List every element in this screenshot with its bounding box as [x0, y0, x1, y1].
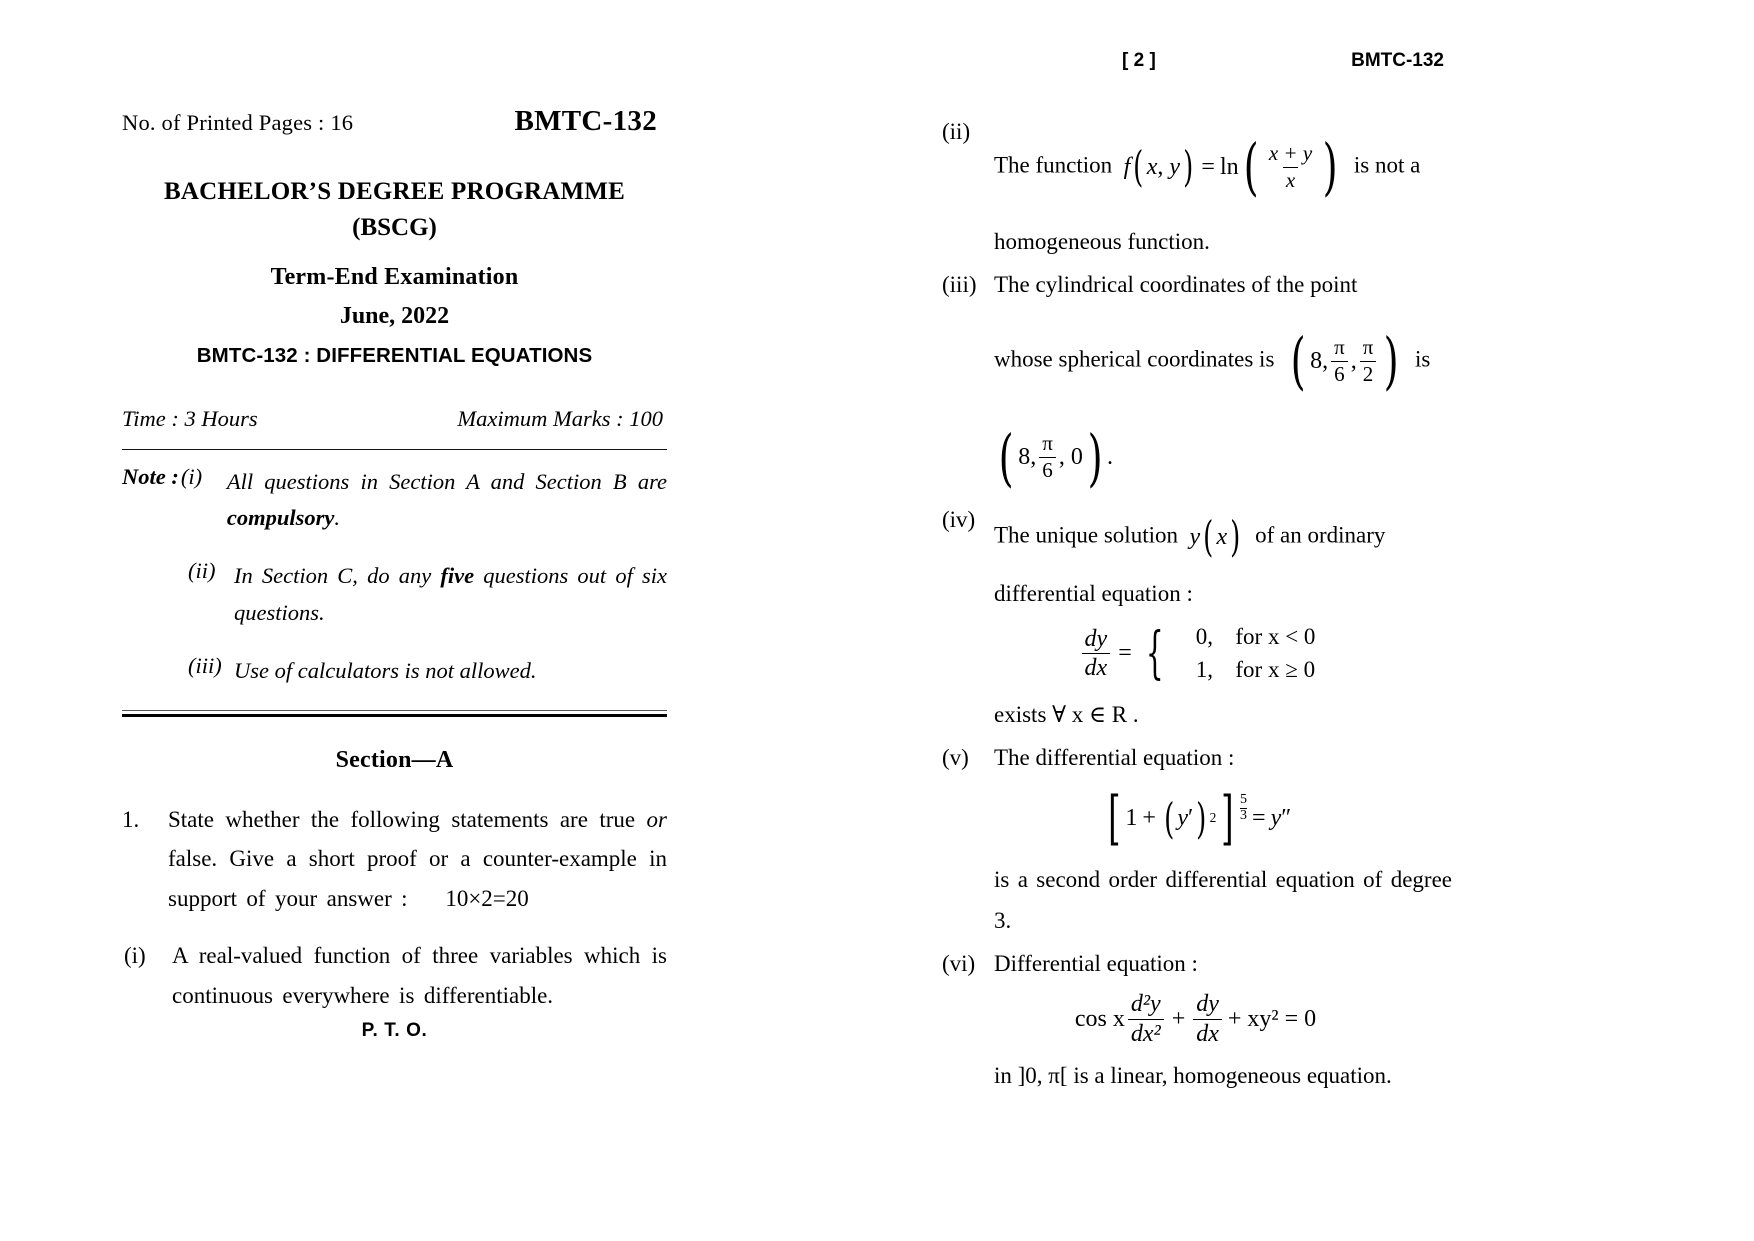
- item-vi-second-derivative: $\frac{\text{d²y}}{\text{dx²}}$: [1128, 991, 1164, 1048]
- item-iv-piecewise-equation: $\frac{dy}{dx}$ = { 0, for x < 0 1, for x ≥ 0: [1079, 621, 1316, 686]
- item-vi-row: [942, 944, 1452, 985]
- time-and-marks-row: [122, 406, 667, 432]
- item-vi-first-derivative: $\frac{dy}{dx}$: [1193, 991, 1222, 1048]
- paper-title: BMTC-132 : DIFFERENTIAL EQUATIONS: [196, 343, 593, 367]
- question-1-marks: 10×2=20: [445, 885, 529, 911]
- item-ii-line2: homogeneous function.: [994, 229, 1210, 255]
- programme-title: BACHELOR’S DEGREE PROGRAMME: [164, 178, 625, 205]
- item-v-line2: is a second order differential equation of degree 3.: [994, 867, 1452, 934]
- item-iii-tail: is: [1415, 346, 1431, 372]
- item-iii-theta-fraction: $\frac{\pi}{6}$: [1331, 336, 1348, 386]
- item-iii-cylindrical-coords: ( 8, $\frac{\pi}{6}$ , 0 ) .: [998, 420, 1114, 494]
- item-vi: [942, 944, 1452, 1097]
- question-1-text: State whether the following statements are true or false. Give a short proof or a counter-example in support of your answer : 10×2=20: [168, 806, 667, 911]
- item-iii-answer-fraction: $\frac{\pi}{6}$: [1039, 432, 1056, 482]
- exam-date: June, 2022: [339, 302, 450, 329]
- item-iv-line2: differential equation :: [994, 581, 1193, 607]
- question-1-item-i: [122, 936, 667, 1015]
- left-column: [122, 105, 667, 1015]
- item-vi-line2: in ]0, π[ is a linear, homogeneous equation.: [994, 1063, 1392, 1089]
- item-vi-roman: (vi): [942, 951, 976, 977]
- header-row: [122, 105, 667, 138]
- maximum-marks: Maximum Marks : 100: [457, 405, 663, 431]
- time-allowed: Time : 3 Hours: [122, 405, 258, 431]
- note-item-ii: [122, 558, 667, 631]
- note-emphasis-compulsory: compulsory: [226, 504, 335, 530]
- item-iv-case-1: 0, for x < 0: [1195, 624, 1316, 650]
- exam-title: Term-End Examination: [270, 263, 519, 290]
- item-ii-text: The function f ( x , y ) = ln ( $\frac{x + y}{x}$ ) is not a: [994, 112, 1452, 222]
- note-roman-i: (i): [180, 463, 203, 489]
- item-vi-equation: cos x $\frac{\text{d²y}}{\text{dx²}}$ + $\frac{dy}{dx}$ + xy² = 0: [1074, 991, 1317, 1048]
- item-iii-answer-wrap: [994, 421, 1452, 494]
- note-gap-1: [122, 542, 667, 558]
- item-v-line1: The differential equation :: [994, 744, 1235, 770]
- item-iv-case-2: 1, for x ≥ 0: [1195, 656, 1316, 682]
- note-roman-iii: (iii): [188, 653, 222, 679]
- item-iii-line2: whose spherical coordinates is: [994, 346, 1275, 372]
- item-iv-row: [942, 500, 1452, 575]
- note-roman-ii: (ii): [188, 558, 216, 584]
- horizontal-rule-top: [122, 449, 667, 450]
- note-text-ii: In Section C, do any five questions out of six questions.: [234, 563, 668, 625]
- item-v-equation: [ 1 + ( y ′ ) 2 ] $\frac{5}{3}$ = y ″: [1107, 784, 1292, 853]
- item-ii: [942, 112, 1452, 263]
- item-v-roman: (v): [942, 744, 969, 770]
- question-1: [122, 800, 667, 919]
- item-iv-line1: The unique solution y ( x ) of an ordinary: [994, 500, 1452, 575]
- item-ii-row: [942, 112, 1452, 222]
- item-iv-y-of-x: y ( x ): [1189, 511, 1241, 561]
- note-text-i-line2: are compulsory.: [226, 468, 668, 530]
- item-v-row: [942, 738, 1452, 779]
- item-iv-derivative-fraction: $\frac{dy}{dx}$: [1082, 626, 1111, 683]
- item-iii: [942, 265, 1452, 493]
- page-header-course-code: BMTC-132: [1351, 50, 1444, 71]
- printed-pages-label: No. of Printed Pages : 16: [122, 110, 354, 135]
- question-1-emphasis-or: or: [646, 806, 667, 832]
- page-header: [942, 50, 1452, 72]
- item-iii-phi-fraction: $\frac{\pi}{2}$: [1360, 336, 1377, 386]
- item-iv: [942, 500, 1452, 736]
- item-v-equation-wrap: [942, 784, 1452, 852]
- note-text-iii: Use of calculators is not allowed.: [234, 658, 537, 684]
- question-1-item-i-roman: (i): [124, 943, 146, 969]
- note-text-i-line1: All questions in Section A and Section B: [226, 468, 627, 494]
- right-column: [942, 50, 1452, 1099]
- pto-label: P. T. O.: [361, 1020, 428, 1041]
- section-a-heading: Section—A: [335, 746, 454, 773]
- item-iv-equation-wrap: [942, 621, 1452, 686]
- note-label: Note :: [122, 463, 179, 489]
- note-text-i: [227, 464, 667, 537]
- programme-subtitle: (BSCG): [352, 213, 437, 241]
- item-iii-row: [942, 265, 1452, 306]
- item-iii-line2-wrap: [994, 306, 1452, 416]
- item-vi-line1: Differential equation :: [994, 951, 1198, 977]
- item-iii-spherical-coords: ( 8, $\frac{\pi}{6}$ , $\frac{\pi}{2}$ ): [1290, 324, 1399, 398]
- item-iv-roman: (iv): [942, 506, 976, 532]
- item-iv-line3: exists ∀ x ∈ R .: [994, 701, 1139, 727]
- item-iii-roman: (iii): [942, 272, 977, 298]
- item-iv-cases: { 0, for x < 0 1, for x ≥ 0: [1145, 620, 1316, 686]
- item-v: [942, 738, 1452, 943]
- item-ii-formula: f ( x , y ) = ln ( $\frac{x + y}{x}$ ): [1123, 130, 1338, 203]
- title-block: [122, 172, 667, 368]
- page-number: [ 2 ]: [1122, 50, 1156, 71]
- item-ii-roman: (ii): [942, 119, 971, 144]
- note-emphasis-five: five: [440, 563, 475, 589]
- horizontal-rule-double: [122, 710, 667, 717]
- note-gap-2: [122, 637, 667, 653]
- note-item-iii: [122, 653, 667, 689]
- item-ii-fraction: $\frac{x + y}{x}$: [1268, 141, 1313, 192]
- course-code-heading: BMTC-132: [514, 105, 657, 137]
- question-1-number: 1.: [122, 806, 140, 832]
- note-text-ii-line2: six questions.: [234, 563, 668, 625]
- item-vi-equation-wrap: [942, 991, 1452, 1048]
- notes-block: [122, 464, 667, 690]
- question-1-item-i-text: A real-valued function of three variables which is continuous everywhere is differentiable.: [172, 943, 667, 1008]
- item-iii-line1: The cylindrical coordinates of the point: [994, 272, 1358, 298]
- item-v-exponent-fraction: $\frac{5}{3}$: [1240, 792, 1248, 823]
- note-item-i: [122, 464, 667, 537]
